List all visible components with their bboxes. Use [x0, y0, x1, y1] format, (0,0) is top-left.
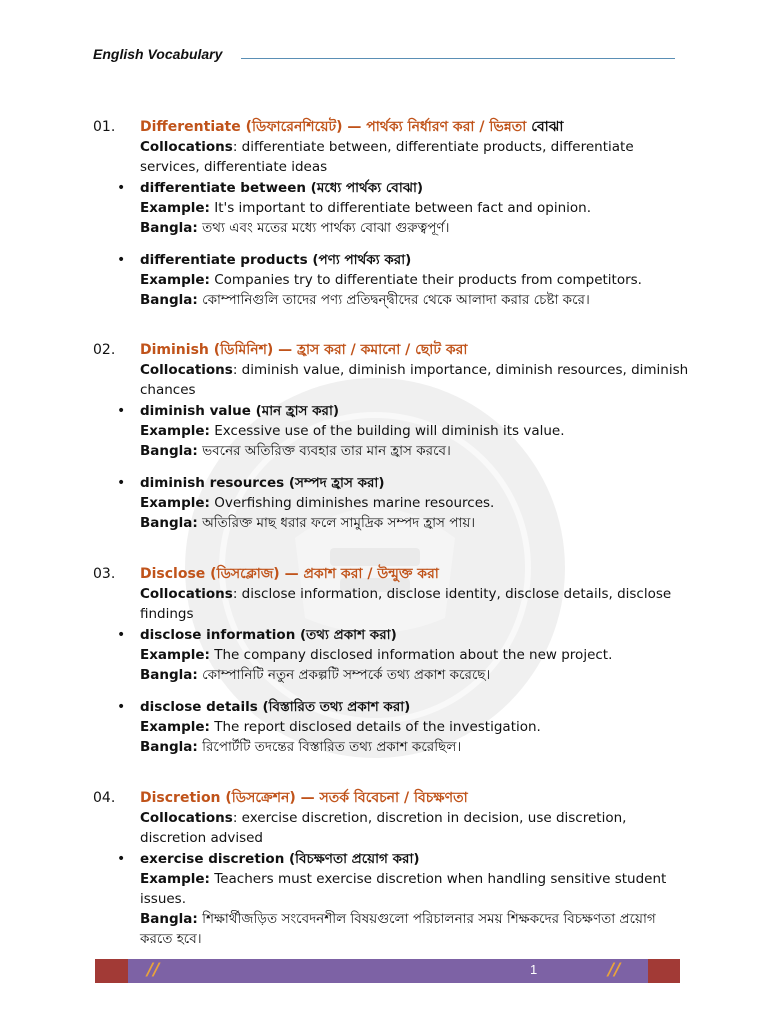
bangla-text: তথ্য এবং মতের মধ্যে পার্থক্য বোঝা গুরুত্বপূর্ণ। [202, 220, 450, 236]
bangla-label: Bangla: [140, 443, 198, 459]
example-label: Example: [140, 272, 210, 288]
example-text: The report disclosed details of the investigation. [214, 719, 541, 735]
bangla-label: Bangla: [140, 292, 198, 308]
collocations-line [140, 360, 690, 400]
entry-heading-text: Discretion (ডিসক্রেশন) — সতর্ক বিবেচনা / বিচক্ষণতা [140, 790, 468, 806]
entry-heading-tail: বোঝা [531, 119, 564, 135]
example-text: Overfishing diminishes marine resources. [214, 495, 495, 511]
example-label: Example: [140, 495, 210, 511]
entry-heading-text: Differentiate (ডিফারেনশিয়েট) — পার্থক্য নির্ধারণ করা / ভিন্নতা [140, 119, 527, 135]
sub-entry [117, 178, 690, 238]
example-line [140, 869, 690, 909]
entry-heading-text: Disclose (ডিসক্লোজ) — প্রকাশ করা / উন্মুক্ত করা [140, 566, 439, 582]
collocations-text: : exercise discretion, discretion in decision, use discretion, discretion advised [140, 810, 627, 846]
bullet-icon: • [117, 851, 126, 867]
collocations-label: Collocations [140, 586, 233, 602]
entry-body [117, 117, 690, 310]
collocations-label: Collocations [140, 810, 233, 826]
collocations-label: Collocations [140, 362, 233, 378]
entry-heading-text: Diminish (ডিমিনিশ) — হ্রাস করা / কমানো / ছোট করা [140, 342, 468, 358]
collocations-text: : differentiate between, differentiate products, differentiate services, differentiate ideas [140, 139, 634, 175]
entry-heading [140, 117, 690, 137]
footer-slash-right-icon: // [608, 960, 621, 980]
bangla-line [140, 665, 690, 685]
example-line [140, 270, 690, 290]
bullet-icon: • [117, 699, 126, 715]
bangla-line [140, 290, 690, 310]
example-label: Example: [140, 719, 210, 735]
entry-number: 03. [93, 566, 116, 582]
example-text: It's important to differentiate between fact and opinion. [214, 200, 592, 216]
entry-number: 04. [93, 790, 116, 806]
example-line [140, 198, 690, 218]
bangla-text: শিক্ষার্থীজড়িত সংবেদনশীল বিষয়গুলো পরিচালনার সময় শিক্ষকদের বিচক্ষণতা প্রয়োগ করতে হবে। [140, 911, 656, 947]
bullet-icon: • [117, 403, 126, 419]
collocations-line [140, 808, 690, 848]
footer-cap-left [95, 959, 128, 983]
bangla-label: Bangla: [140, 911, 198, 927]
sub-entry-title: diminish resources (সম্পদ হ্রাস করা) [140, 475, 385, 491]
page-footer [95, 959, 680, 983]
bullet-icon: • [117, 180, 126, 196]
entry-body [117, 564, 690, 757]
example-line [140, 645, 690, 665]
sub-entry-title: disclose details (বিস্তারিত তথ্য প্রকাশ করা) [140, 699, 411, 715]
entry-heading [140, 564, 690, 584]
bullet-icon: • [117, 252, 126, 268]
entry-body [117, 788, 690, 949]
page-number: 1 [530, 962, 538, 977]
bangla-label: Bangla: [140, 515, 198, 531]
collocations-text: : disclose information, disclose identity, disclose details, disclose findings [140, 586, 672, 622]
sub-entry-title: exercise discretion (বিচক্ষণতা প্রয়োগ করা) [140, 851, 420, 867]
bangla-text: কোম্পানিগুলি তাদের পণ্য প্রতিদ্বন্দ্বীদের থেকে আলাদা করার চেষ্টা করে। [202, 292, 590, 308]
sub-entry-title: differentiate between (মধ্যে পার্থক্য বোঝা) [140, 180, 424, 196]
example-label: Example: [140, 647, 210, 663]
bangla-line [140, 909, 690, 949]
bangla-line [140, 737, 690, 757]
entry-heading [140, 340, 690, 360]
page-header [93, 46, 675, 66]
entry-number: 02. [93, 342, 116, 358]
collocations-label: Collocations [140, 139, 233, 155]
example-text: Excessive use of the building will diminish its value. [214, 423, 565, 439]
example-text: The company disclosed information about the new project. [214, 647, 613, 663]
header-rule [241, 58, 675, 59]
entry-body [117, 340, 690, 533]
footer-cap-right [648, 959, 680, 983]
sub-entry [117, 849, 690, 949]
example-line [140, 421, 690, 441]
example-line [140, 717, 690, 737]
example-text: Teachers must exercise discretion when handling sensitive student issues. [140, 871, 667, 907]
example-line [140, 493, 690, 513]
footer-bar [128, 959, 648, 983]
entry-number: 01. [93, 119, 116, 135]
bangla-line [140, 513, 690, 533]
header-title: English Vocabulary [93, 46, 223, 62]
example-text: Companies try to differentiate their products from competitors. [214, 272, 642, 288]
sub-entry [117, 250, 690, 310]
bullet-icon: • [117, 627, 126, 643]
example-label: Example: [140, 871, 210, 887]
bangla-text: অতিরিক্ত মাছ ধরার ফলে সামুদ্রিক সম্পদ হ্রাস পায়। [202, 515, 476, 531]
sub-entry [117, 697, 690, 757]
example-label: Example: [140, 200, 210, 216]
sub-entry-title: diminish value (মান হ্রাস করা) [140, 403, 340, 419]
bangla-label: Bangla: [140, 220, 198, 236]
bangla-line [140, 441, 690, 461]
bullet-icon: • [117, 475, 126, 491]
footer-slash-left-icon: // [147, 960, 160, 980]
bangla-text: কোম্পানিটি নতুন প্রকল্পটি সম্পর্কে তথ্য প্রকাশ করেছে। [202, 667, 491, 683]
collocations-text: : diminish value, diminish importance, diminish resources, diminish chances [140, 362, 689, 398]
sub-entry [117, 473, 690, 533]
bangla-text: ভবনের অতিরিক্ত ব্যবহার তার মান হ্রাস করবে। [202, 443, 451, 459]
bangla-text: রিপোর্টটি তদন্তের বিস্তারিত তথ্য প্রকাশ করেছিল। [202, 739, 462, 755]
collocations-line [140, 584, 690, 624]
collocations-line [140, 137, 690, 177]
example-label: Example: [140, 423, 210, 439]
sub-entry [117, 625, 690, 685]
bangla-label: Bangla: [140, 739, 198, 755]
sub-entry-title: differentiate products (পণ্য পার্থক্য করা) [140, 252, 412, 268]
bangla-line [140, 218, 690, 238]
sub-entry-title: disclose information (তথ্য প্রকাশ করা) [140, 627, 397, 643]
sub-entry [117, 401, 690, 461]
entry-heading [140, 788, 690, 808]
bangla-label: Bangla: [140, 667, 198, 683]
